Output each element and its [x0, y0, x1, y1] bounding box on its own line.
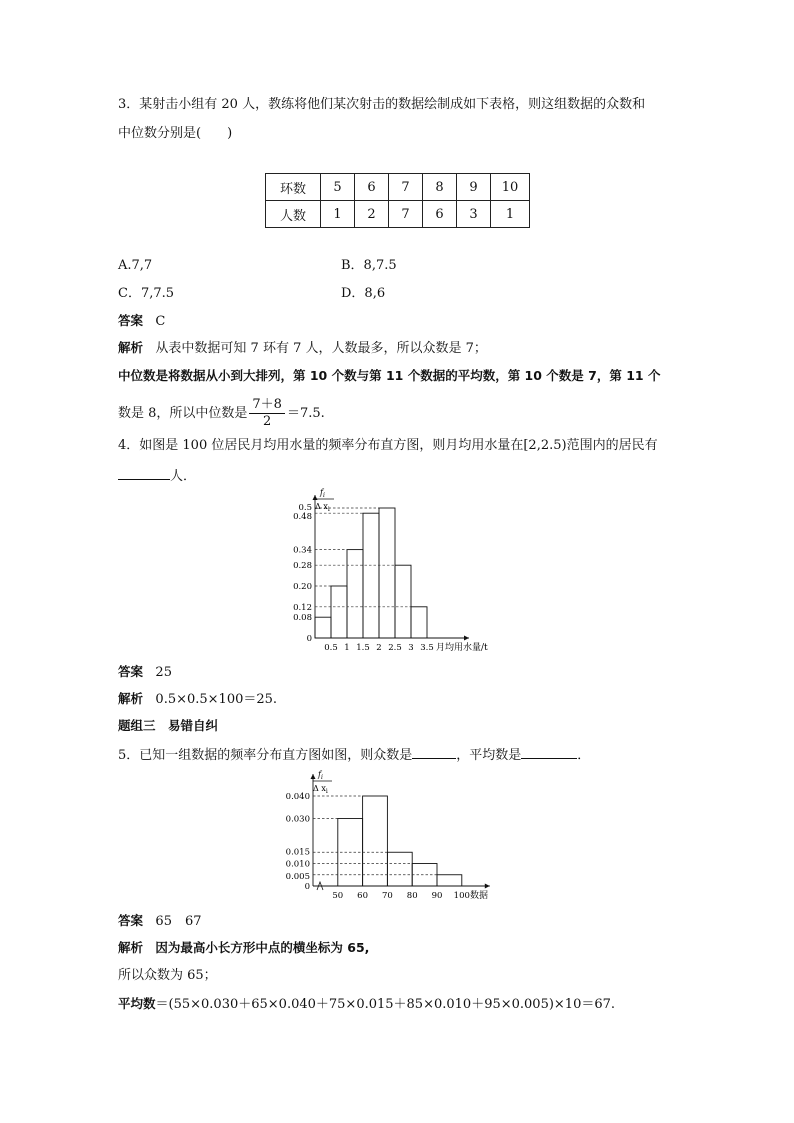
analysis-text: 因为最高小长方形中点的横坐标为 65, — [155, 940, 370, 955]
histogram-bar — [437, 875, 462, 886]
histogram-bar — [395, 565, 411, 638]
q4-analysis — [118, 689, 277, 710]
q5-analysis2: 所以众数为 65； — [118, 968, 217, 983]
x-tick-label: 90 — [431, 891, 443, 901]
x-tick-label: 70 — [381, 891, 393, 901]
table-cell: 6 — [423, 201, 457, 228]
q4-stem-line1: 4．如图是 100 位居民月均用水量的频率分布直方图，则月均用水量在[2,2.5)范围内的居民有 — [118, 438, 658, 453]
histogram-bar — [315, 617, 331, 638]
x-axis-arrow — [485, 884, 490, 889]
q5-histogram — [273, 766, 508, 904]
y-axis-label-den: Δ $x_i$ — [315, 502, 330, 513]
q5-stem — [118, 744, 590, 766]
y-axis-arrow — [311, 774, 316, 779]
stem-text: 5．已知一组数据的频率分布直方图如图，则众数是 — [118, 748, 413, 763]
x-tick-label: 60 — [357, 891, 369, 901]
analysis-label: 解析 — [118, 691, 144, 706]
table-cell: 3 — [457, 201, 491, 228]
y-tick-label: 0.28 — [293, 561, 312, 572]
x-tick-label: 1.5 — [356, 643, 370, 653]
histogram-bar — [363, 513, 379, 638]
histogram-bar — [363, 796, 388, 886]
q4-stem-line2 — [118, 465, 196, 487]
analysis-text: 数是 8，所以中位数是 — [118, 406, 248, 421]
q4-answer — [118, 662, 172, 683]
table-header-label: 环数 — [266, 174, 321, 201]
q3-analysis1 — [118, 338, 487, 359]
y-tick-label: 0.08 — [293, 613, 312, 624]
table-cell: 1 — [321, 201, 355, 228]
x-tick-label: 2 — [376, 643, 382, 653]
q3-analysis2: 中位数是将数据从小到大排列，第 10 个数与第 11 个数据的平均数，第 10 个数是 7，第 11 个 — [118, 368, 661, 383]
table-cell: 5 — [321, 174, 355, 201]
answer-blank — [412, 744, 456, 759]
answer-label: 答案 — [118, 913, 144, 928]
analysis-label: 解析 — [118, 940, 144, 955]
x-tick-label: 3 — [408, 643, 414, 653]
q3-data-table — [265, 173, 530, 228]
table-cell: 7 — [389, 201, 423, 228]
y-tick-label: 0.005 — [285, 871, 310, 882]
histogram-bar — [387, 852, 412, 886]
y-axis-label-den: Δ $x_i$ — [313, 784, 328, 795]
stem-text: ． — [577, 748, 591, 763]
y-tick-label: 0 — [306, 634, 312, 644]
q5-answer — [118, 911, 202, 932]
section-title: 题组三 易错自纠 — [118, 718, 219, 733]
q3-answer — [118, 311, 165, 332]
q3-analysis3 — [118, 396, 325, 432]
x-tick-label: 0.5 — [324, 643, 338, 653]
y-axis-label-num: $f_i$ — [318, 770, 323, 781]
y-axis-label-num: $f_i$ — [320, 488, 325, 499]
fraction-numerator: 7＋8 — [249, 397, 285, 414]
stem-text: ，平均数是 — [456, 748, 522, 763]
q5-analysis1 — [118, 938, 369, 959]
table-row — [266, 201, 530, 228]
y-tick-label: 0.34 — [293, 545, 312, 556]
answer-value: 25 — [155, 665, 172, 680]
analysis-text: 从表中数据可知 7 环有 7 人，人数最多，所以众数是 7； — [155, 341, 487, 356]
y-tick-label: 0.010 — [285, 859, 310, 870]
histogram-bar — [331, 586, 347, 638]
table-cell: 2 — [355, 201, 389, 228]
table-cell: 6 — [355, 174, 389, 201]
answer-label: 答案 — [118, 313, 144, 328]
x-tick-label: 80 — [406, 891, 418, 901]
table-cell: 8 — [423, 174, 457, 201]
fraction — [249, 397, 285, 430]
x-axis-label: 月均用水量/t — [436, 643, 488, 653]
y-tick-label: 0.12 — [293, 602, 312, 613]
y-tick-label: 0.040 — [285, 792, 310, 802]
q3-stem-line2: 中位数分别是( ) — [118, 126, 233, 141]
x-tick-label: 1 — [344, 643, 350, 653]
x-axis-arrow — [464, 636, 469, 641]
table-cell: 1 — [491, 201, 530, 228]
answer-label: 答案 — [118, 664, 144, 679]
option-b: B．8,7.5 — [341, 258, 397, 273]
option-a: A.7,7 — [118, 258, 153, 273]
q5-analysis3 — [118, 994, 615, 1015]
x-tick-label: 100 — [453, 891, 470, 901]
y-tick-label: 0.5 — [298, 503, 312, 513]
y-tick-label: 0.015 — [285, 847, 310, 858]
option-d: D．8,6 — [341, 286, 386, 301]
answer-value: C — [155, 314, 166, 329]
x-tick-label: 50 — [332, 891, 344, 901]
table-row-label: 人数 — [266, 201, 321, 228]
histogram-bar — [412, 864, 437, 887]
histogram-bar — [411, 607, 427, 638]
table-cell: 9 — [457, 174, 491, 201]
analysis-label: 解析 — [118, 340, 144, 355]
analysis-text: ＝7.5. — [286, 406, 325, 421]
fraction-denominator: 2 — [263, 414, 272, 429]
histogram-bar — [379, 508, 395, 638]
analysis-formula: ＝(55×0.030＋65×0.040＋75×0.015＋85×0.010＋95×0.005)×10＝67. — [155, 997, 616, 1012]
y-tick-label: 0.030 — [285, 814, 310, 825]
y-tick-label: 0.20 — [293, 582, 312, 592]
x-axis-label: 数据 — [470, 891, 489, 901]
analysis-text: 平均数 — [118, 996, 156, 1011]
q4-histogram — [282, 485, 512, 655]
x-tick-label: 2.5 — [388, 643, 402, 653]
answer-blank — [118, 465, 170, 480]
y-tick-label: 0 — [304, 882, 310, 892]
analysis-text: 0.5×0.5×100＝25. — [155, 692, 278, 707]
table-row — [266, 174, 530, 201]
table-cell: 10 — [491, 174, 530, 201]
answer-blank — [521, 744, 577, 759]
stem-suffix: 人． — [170, 469, 197, 484]
q3-stem-line1: 3．某射击小组有 20 人，教练将他们某次射击的数据绘制成如下表格，则这组数据的众数和 — [118, 97, 646, 112]
table-cell: 7 — [389, 174, 423, 201]
histogram-bar — [347, 550, 363, 638]
answer-value: 65 67 — [155, 914, 202, 929]
x-tick-label: 3.5 — [420, 643, 434, 653]
option-c: C．7,7.5 — [118, 286, 175, 301]
y-tick-label: 0.48 — [293, 512, 312, 523]
